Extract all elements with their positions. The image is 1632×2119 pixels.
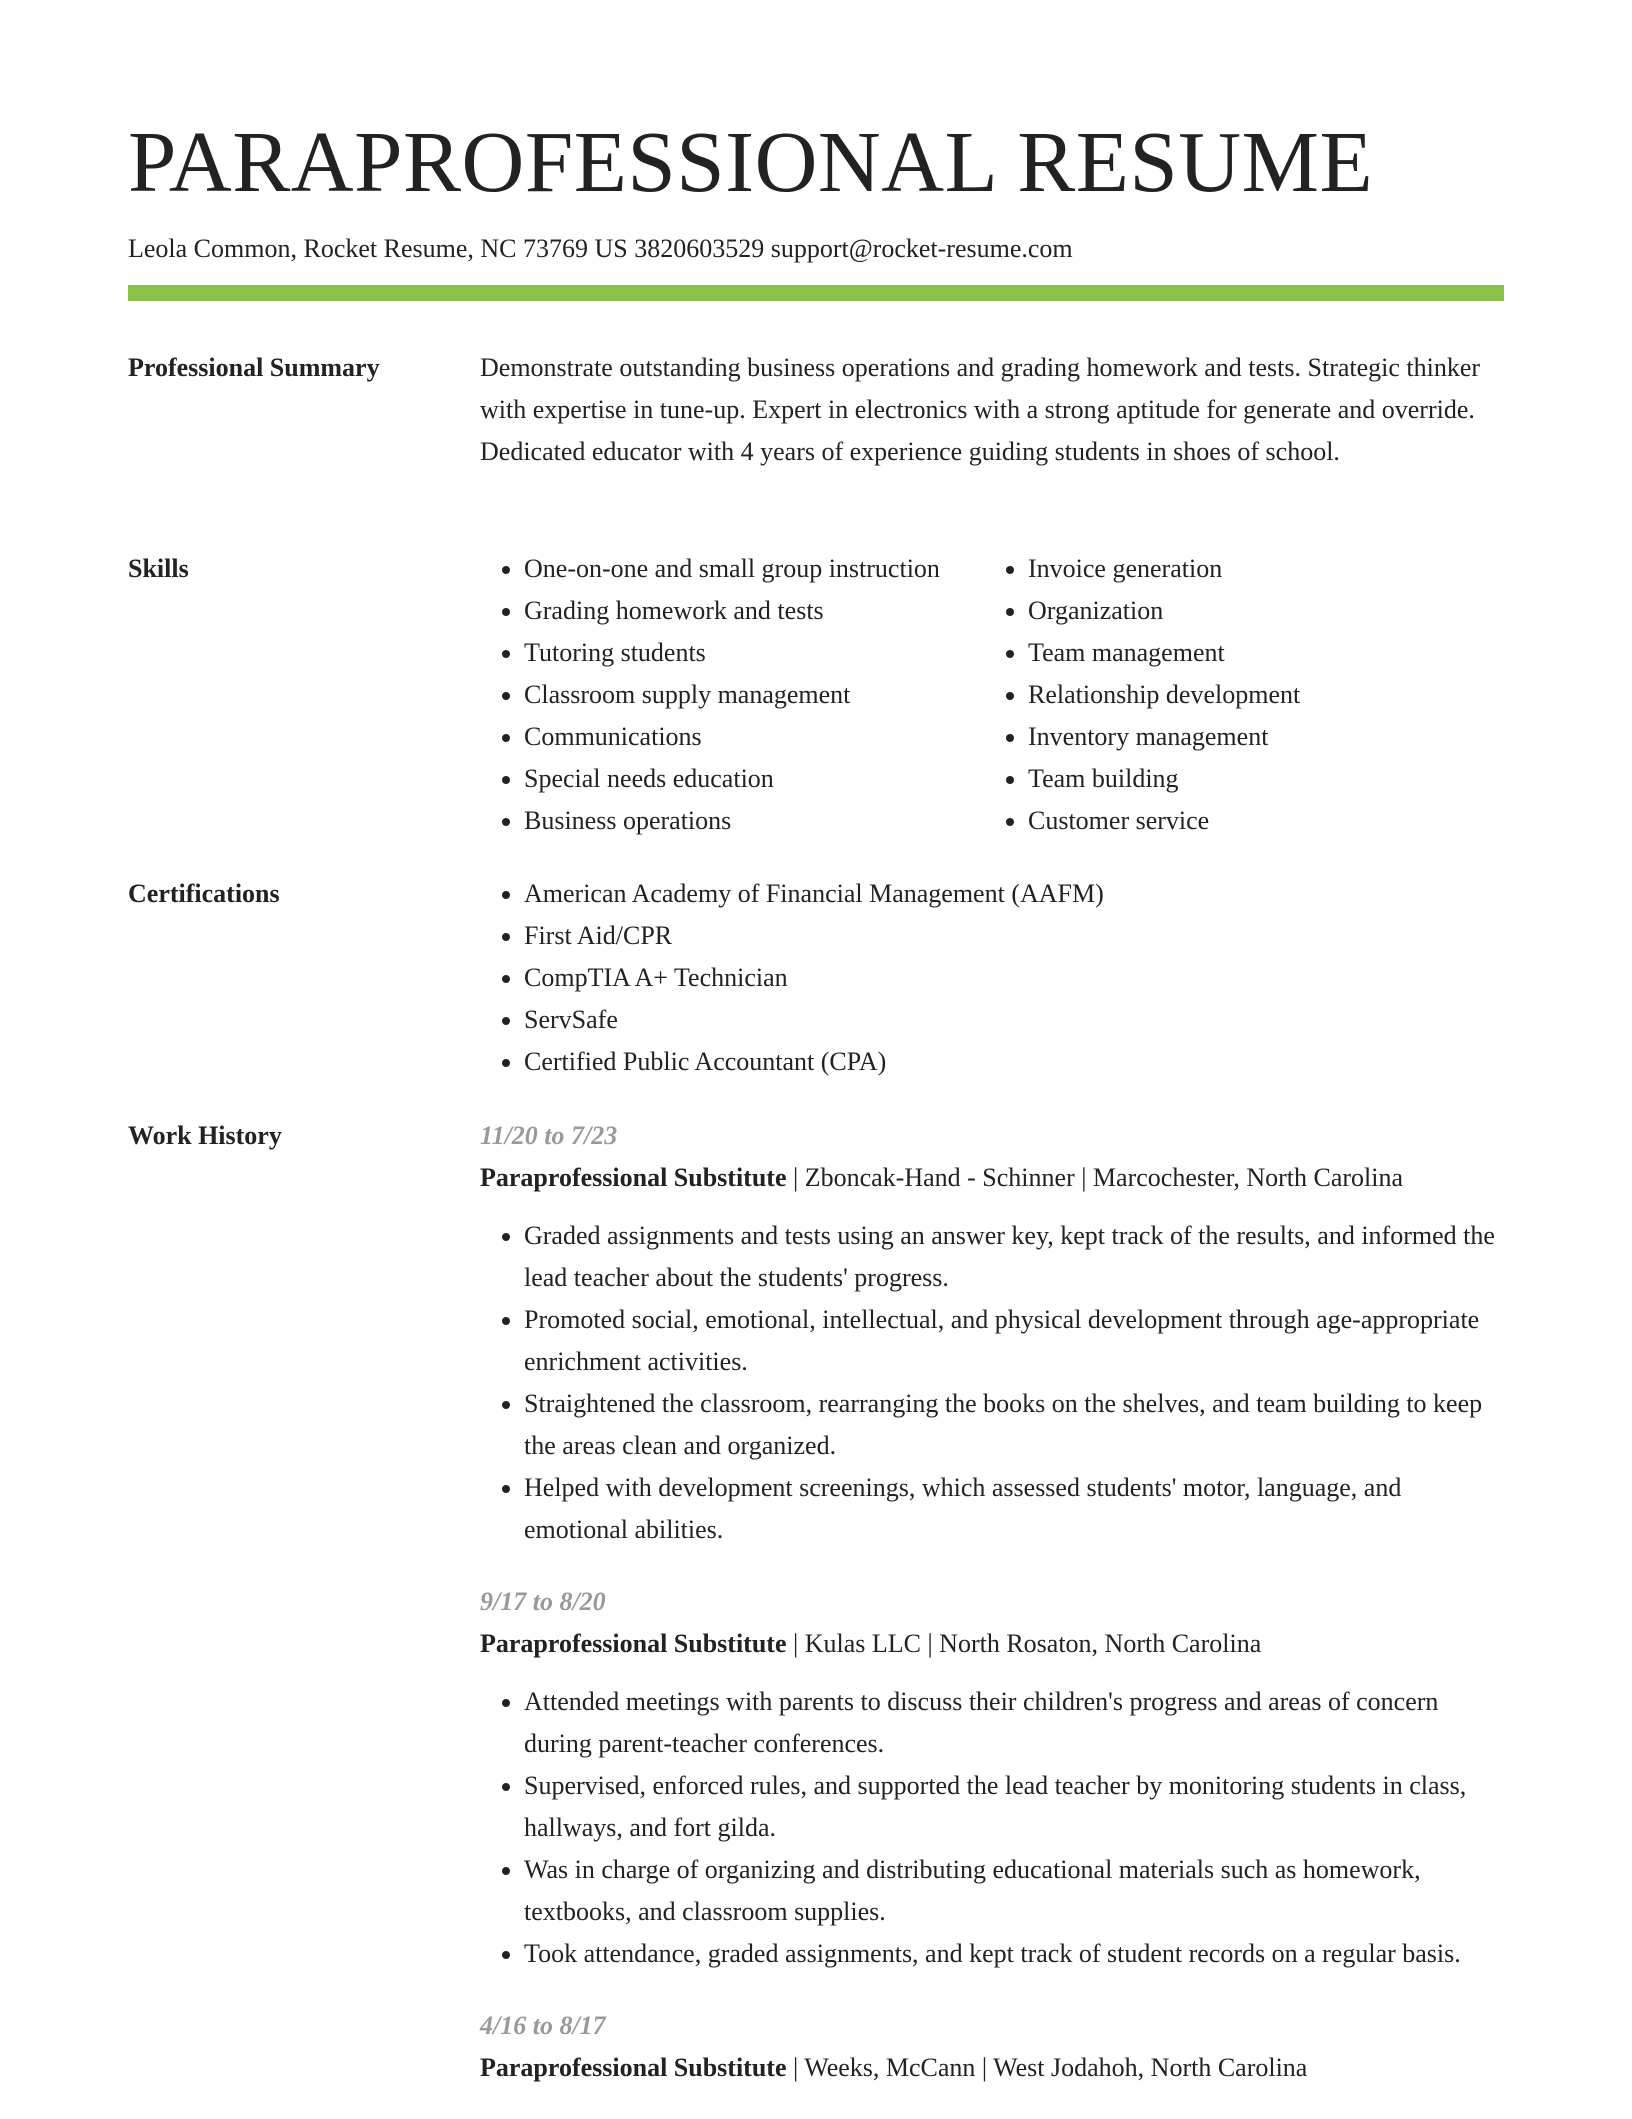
job-bullets	[480, 1215, 1504, 1551]
certification-item: • ServSafe	[524, 999, 1504, 1041]
job-details: | Kulas LLC | North Rosaton, North Carolina	[786, 1629, 1262, 1658]
job-bullet: • Helped with development screenings, which assessed students' motor, language, and emotional abilities.	[524, 1467, 1504, 1551]
job-title: Paraprofessional Substitute	[480, 2053, 787, 2082]
job-heading	[480, 1623, 1504, 1665]
job-entry	[480, 1581, 1504, 1975]
contact-info: Leola Common, Rocket Resume, NC 73769 US 3820603529 support@rocket-resume.com	[128, 234, 1073, 263]
certification-item: • American Academy of Financial Management (AAFM)	[524, 873, 1504, 915]
skills-heading: Skills	[128, 554, 189, 583]
summary-text: Demonstrate outstanding business operations and grading homework and tests. Strategic thinker with expertise in tune-up. Expert in electronics with a strong aptitude for generate and override. Dedicated educator with 4 years of experience guiding students in shoes of school.	[480, 353, 1481, 466]
summary-heading: Professional Summary	[128, 353, 380, 382]
job-details: | Zboncak-Hand - Schinner | Marcochester, North Carolina	[786, 1163, 1404, 1192]
job-entry	[480, 2005, 1504, 2089]
skill-item: • Special needs education	[524, 758, 984, 800]
header-divider	[128, 285, 1504, 301]
job-entry	[480, 1115, 1504, 1551]
job-dates: 9/17 to 8/20	[480, 1587, 606, 1616]
job-heading	[480, 1157, 1504, 1199]
certifications-body	[480, 873, 1504, 1083]
job-title: Paraprofessional Substitute	[480, 1163, 787, 1192]
skill-item: • One-on-one and small group instruction	[524, 548, 984, 590]
page-title: PARAPROFESSIONAL RESUME	[128, 113, 1374, 210]
skill-item: • Inventory management	[1028, 716, 1488, 758]
certification-item: • Certified Public Accountant (CPA)	[524, 1041, 1504, 1083]
skill-item: • Business operations	[524, 800, 984, 842]
job-dates: 4/16 to 8/17	[480, 2011, 606, 2040]
job-bullet: • Took attendance, graded assignments, and kept track of student records on a regular basis.	[524, 1933, 1504, 1975]
job-details: | Weeks, McCann | West Jodahoh, North Carolina	[786, 2053, 1308, 2082]
skill-item: • Classroom supply management	[524, 674, 984, 716]
certification-item: • CompTIA A+ Technician	[524, 957, 1504, 999]
job-bullet: • Graded assignments and tests using an answer key, kept track of the results, and informed the lead teacher about the students' progress.	[524, 1215, 1504, 1299]
skill-item: • Communications	[524, 716, 984, 758]
job-bullet: • Straightened the classroom, rearranging the books on the shelves, and team building to keep the areas clean and organized.	[524, 1383, 1504, 1467]
job-bullet: • Supervised, enforced rules, and supported the lead teacher by monitoring students in class, hallways, and fort gilda.	[524, 1765, 1504, 1849]
summary-body	[480, 347, 1504, 473]
job-bullet: • Was in charge of organizing and distributing educational materials such as homework, textbooks, and classroom supplies.	[524, 1849, 1504, 1933]
job-bullets	[480, 1681, 1504, 1975]
skill-item: • Team building	[1028, 758, 1488, 800]
certifications-heading: Certifications	[128, 879, 280, 908]
work-history-heading: Work History	[128, 1121, 282, 1150]
skill-item: • Team management	[1028, 632, 1488, 674]
skill-item: • Grading homework and tests	[524, 590, 984, 632]
skill-item: • Invoice generation	[1028, 548, 1488, 590]
skill-item: • Tutoring students	[524, 632, 984, 674]
job-heading	[480, 2047, 1504, 2089]
skills-column-left	[480, 548, 984, 842]
job-dates: 11/20 to 7/23	[480, 1121, 618, 1150]
skills-column-right	[984, 548, 1488, 842]
skill-item: • Relationship development	[1028, 674, 1488, 716]
skill-item: • Customer service	[1028, 800, 1488, 842]
certification-item: • First Aid/CPR	[524, 915, 1504, 957]
skill-item: • Organization	[1028, 590, 1488, 632]
job-title: Paraprofessional Substitute	[480, 1629, 787, 1658]
work-history-body	[480, 1115, 1504, 2119]
skills-body	[480, 548, 1504, 842]
job-bullet: • Promoted social, emotional, intellectual, and physical development through age-appropriate enrichment activities.	[524, 1299, 1504, 1383]
job-bullet: • Attended meetings with parents to discuss their children's progress and areas of concern during parent-teacher conferences.	[524, 1681, 1504, 1765]
